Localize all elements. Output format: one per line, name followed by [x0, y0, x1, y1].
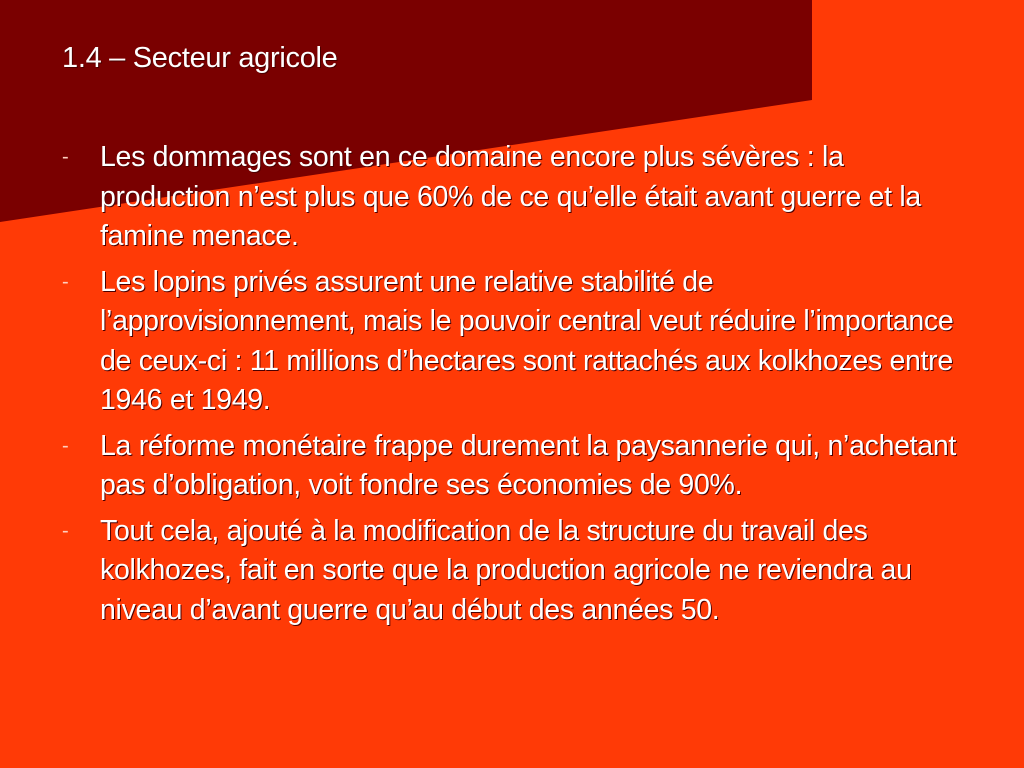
bullet-text: La réforme monétaire frappe durement la paysannerie qui, n’achetant pas d’obligation, voit fondre ses économies de 90%.: [100, 429, 957, 501]
list-item: [62, 138, 967, 257]
list-item: [62, 427, 967, 506]
bullet-marker: -: [62, 434, 69, 457]
bullet-text: Tout cela, ajouté à la modification de la structure du travail des kolkhozes, fait en sorte que la production agricole ne reviendra au niveau d’avant guerre qu’au début des années 50.: [100, 514, 912, 626]
bullet-text: Les dommages sont en ce domaine encore plus sévères : la production n’est plus que 60% de ce qu’elle était avant guerre et la famine menace.: [100, 141, 921, 252]
bullet-marker: -: [62, 270, 69, 293]
slide-title: 1.4 – Secteur agricole: [62, 42, 338, 74]
list-item: [62, 512, 967, 631]
bullet-list: [62, 138, 967, 636]
bullet-marker: -: [62, 146, 69, 168]
bullet-marker: -: [62, 519, 69, 542]
list-item: [62, 263, 967, 421]
bullet-text: Les lopins privés assurent une relative stabilité de l’approvisionnement, mais le pouvoir central veut réduire l’importance de ceux-ci : 11 millions d’hectares sont rattachés aux kolkhozes entre 1946 et 1949.: [100, 265, 954, 416]
